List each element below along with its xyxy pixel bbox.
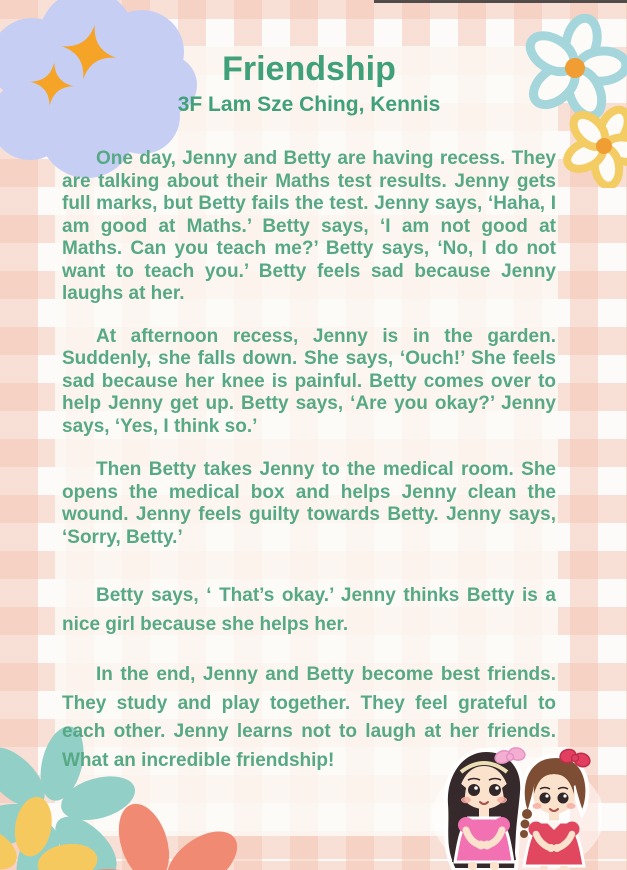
- byline: 3F Lam Sze Ching, Kennis: [177, 93, 441, 116]
- story-paragraph: At afternoon recess, Jenny is in the garden. Suddenly, she falls down. She says, ‘Ouch!’ She feels sad because her knee is painful. Betty comes over to help Jenny get up. Betty says, ‘Are you okay?’ Jenny says, ‘Yes, I think so.’: [62, 325, 556, 437]
- story-paragraph: One day, Jenny and Betty are having recess. They are talking about their Maths test results. Jenny gets full marks, but Betty fails the test. Jenny says, ‘Haha, I am good at Maths.’ Betty says, ‘I am not good at Maths. Can you teach me?’ Betty says, ‘No, I do not want to teach you.’ Betty feels sad because Jenny laughs at her.: [62, 148, 556, 304]
- page-title: Friendship: [222, 50, 396, 88]
- yellow-flower-icon: [560, 104, 627, 188]
- story-paragraph: In the end, Jenny and Betty become best friends. They study and play together. They feel grateful to each other. Jenny learns not to laugh at her friends. What an incredible friendship!: [62, 664, 556, 771]
- story-paragraph: Then Betty takes Jenny to the medical room. She opens the medical box and helps Jenny clean the wound. Jenny feels guilty towards Betty. Jenny says, ‘Sorry, Betty.’: [62, 459, 556, 548]
- screen-edge-artifact: [374, 0, 627, 3]
- story-body: [62, 148, 556, 775]
- story-content: [62, 50, 556, 775]
- story-paragraph: Betty says, ‘ That’s okay.’ Jenny thinks Betty is a nice girl because she helps her.: [62, 585, 556, 635]
